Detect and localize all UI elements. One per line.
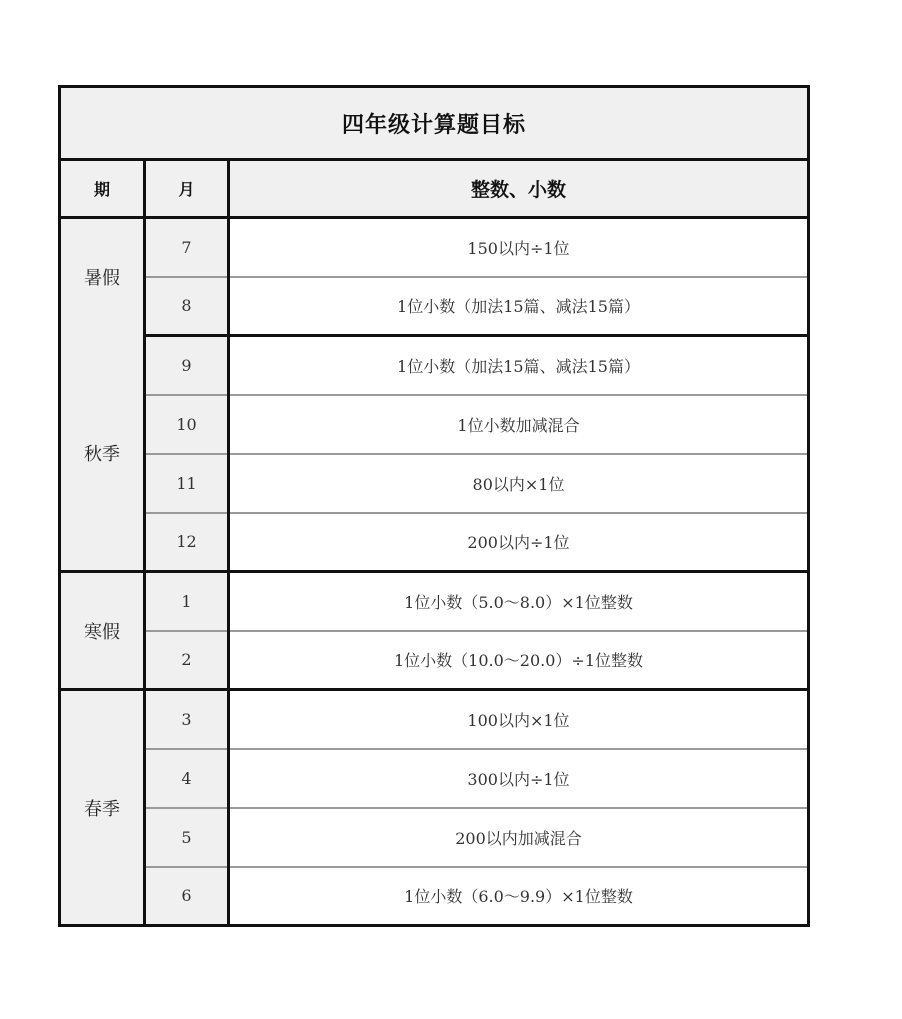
header-content: 整数、小数 [229, 160, 809, 218]
content-cell: 1位小数（5.0～8.0）×1位整数 [229, 572, 809, 631]
content-cell: 150以内÷1位 [229, 218, 809, 277]
content-cell: 1位小数（10.0～20.0）÷1位整数 [229, 631, 809, 690]
content-cell: 1位小数加减混合 [229, 395, 809, 454]
content-cell: 80以内×1位 [229, 454, 809, 513]
month-cell: 8 [145, 277, 229, 336]
table-row [60, 218, 809, 277]
content-cell: 300以内÷1位 [229, 749, 809, 808]
content-cell: 1位小数（加法15篇、减法15篇） [229, 336, 809, 395]
content-cell: 200以内÷1位 [229, 513, 809, 572]
table-row [60, 572, 809, 631]
month-cell: 2 [145, 631, 229, 690]
month-cell: 4 [145, 749, 229, 808]
table-row [60, 749, 809, 808]
table-row [60, 808, 809, 867]
content-cell: 1位小数（6.0～9.9）×1位整数 [229, 867, 809, 926]
title-row [60, 87, 809, 160]
header-month: 月 [145, 160, 229, 218]
period-cell: 春季 [60, 690, 145, 926]
period-cell: 秋季 [60, 336, 145, 572]
header-period: 期 [60, 160, 145, 218]
month-cell: 11 [145, 454, 229, 513]
table-title: 四年级计算题目标 [60, 87, 809, 160]
content-cell: 200以内加减混合 [229, 808, 809, 867]
month-cell: 5 [145, 808, 229, 867]
month-cell: 3 [145, 690, 229, 749]
month-cell: 12 [145, 513, 229, 572]
content-cell: 100以内×1位 [229, 690, 809, 749]
month-cell: 9 [145, 336, 229, 395]
table-row [60, 513, 809, 572]
month-cell: 10 [145, 395, 229, 454]
header-row [60, 160, 809, 218]
content-cell: 1位小数（加法15篇、减法15篇） [229, 277, 809, 336]
month-cell: 1 [145, 572, 229, 631]
period-cell: 寒假 [60, 572, 145, 690]
period-cell: 暑假 [60, 218, 145, 336]
table-row [60, 690, 809, 749]
table-row [60, 277, 809, 336]
table-row [60, 867, 809, 926]
table-row [60, 395, 809, 454]
month-cell: 7 [145, 218, 229, 277]
month-cell: 6 [145, 867, 229, 926]
table-row [60, 454, 809, 513]
plan-table [58, 85, 810, 927]
table-row [60, 631, 809, 690]
table-row [60, 336, 809, 395]
